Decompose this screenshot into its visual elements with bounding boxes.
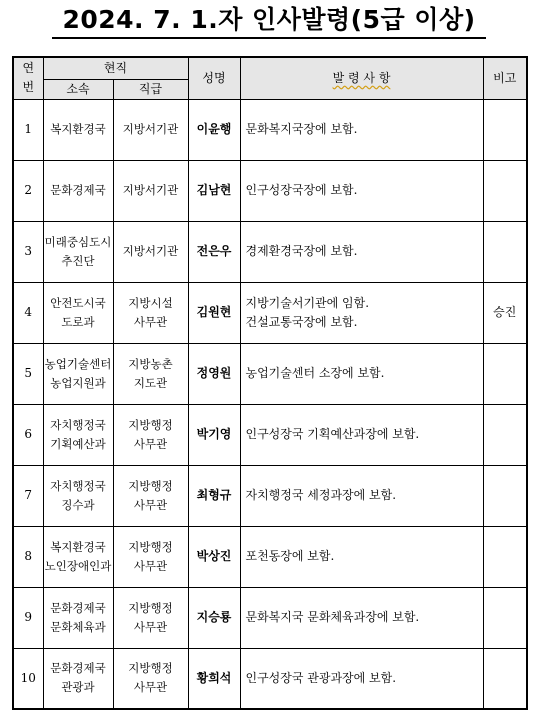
cell-order <box>240 160 483 221</box>
header-note: 비고 <box>483 57 527 99</box>
header-order-label: 발 령 사 항 <box>332 70 391 85</box>
cell-dept-line: 자치행정국 <box>50 478 106 493</box>
cell-order-line: 농업기술센터 소장에 보함. <box>245 366 385 380</box>
cell-rank-line: 사무관 <box>133 436 168 451</box>
cell-dept-line: 문화체육과 <box>50 619 106 634</box>
cell-note <box>483 221 527 282</box>
table-row <box>13 526 527 587</box>
cell-dept <box>43 99 113 160</box>
cell-dept-line: 미래중심도시 <box>44 234 112 249</box>
cell-rank <box>113 404 188 465</box>
cell-dept <box>43 404 113 465</box>
header-name: 성명 <box>188 57 240 99</box>
cell-order-line: 인구성장국 기획예산과장에 보함. <box>245 427 420 441</box>
cell-no: 1 <box>13 99 43 160</box>
cell-order-line: 경제환경국장에 보함. <box>245 244 358 258</box>
cell-order <box>240 587 483 648</box>
cell-rank-line: 사무관 <box>133 619 168 634</box>
cell-note <box>483 160 527 221</box>
cell-rank-line: 지방행정 <box>128 661 173 676</box>
cell-order <box>240 465 483 526</box>
cell-note: 승진 <box>483 282 527 343</box>
table-row <box>13 404 527 465</box>
cell-name: 정영원 <box>188 343 240 404</box>
table-row <box>13 282 527 343</box>
cell-rank-line: 지방서기관 <box>122 183 179 197</box>
cell-dept-line: 문화경제국 <box>50 183 106 197</box>
personnel-table <box>12 56 528 710</box>
cell-rank-line: 사무관 <box>133 314 168 329</box>
header-no-bottom: 번 <box>22 80 35 95</box>
cell-name: 지승룡 <box>188 587 240 648</box>
cell-rank-line: 지방행정 <box>128 600 173 615</box>
cell-dept-line: 도로과 <box>61 314 95 329</box>
cell-order-line: 건설교통국장에 보함. <box>245 314 358 329</box>
cell-no: 5 <box>13 343 43 404</box>
cell-name: 이윤행 <box>188 99 240 160</box>
table-row <box>13 587 527 648</box>
cell-note <box>483 99 527 160</box>
cell-dept <box>43 526 113 587</box>
cell-order <box>240 343 483 404</box>
cell-dept <box>43 282 113 343</box>
cell-rank-line: 지방농촌 <box>128 356 173 371</box>
cell-dept-line: 자치행정국 <box>50 417 106 432</box>
cell-order-line: 문화복지국장에 보함. <box>245 122 358 136</box>
cell-name: 최형규 <box>188 465 240 526</box>
cell-name: 김원현 <box>188 282 240 343</box>
table-row <box>13 648 527 709</box>
header-no-top: 연 <box>22 61 35 76</box>
cell-note <box>483 404 527 465</box>
cell-dept-line: 농업기술센터 <box>44 356 112 371</box>
cell-dept <box>43 648 113 709</box>
cell-order-line: 지방기술서기관에 임함. <box>245 295 370 310</box>
header-order <box>240 57 483 99</box>
page-title: 2024. 7. 1.자 인사발령(5급 이상) <box>52 1 485 39</box>
cell-dept-line: 노인장애인과 <box>44 558 112 573</box>
cell-dept-line: 안전도시국 <box>50 295 106 310</box>
cell-note <box>483 648 527 709</box>
cell-no: 8 <box>13 526 43 587</box>
cell-order <box>240 282 483 343</box>
cell-dept-line: 기획예산과 <box>50 436 106 451</box>
cell-no: 7 <box>13 465 43 526</box>
cell-order <box>240 526 483 587</box>
header-current: 현직 <box>43 57 188 79</box>
cell-order <box>240 221 483 282</box>
cell-no: 10 <box>13 648 43 709</box>
cell-dept-line: 복지환경국 <box>50 539 106 554</box>
cell-order-line: 인구성장국장에 보함. <box>245 183 358 197</box>
cell-rank-line: 지방행정 <box>128 539 173 554</box>
cell-order <box>240 404 483 465</box>
table-row <box>13 99 527 160</box>
cell-no: 2 <box>13 160 43 221</box>
cell-rank-line: 지방서기관 <box>122 122 179 136</box>
header-rank: 직급 <box>113 79 188 99</box>
cell-no: 3 <box>13 221 43 282</box>
cell-note <box>483 343 527 404</box>
cell-no: 9 <box>13 587 43 648</box>
cell-rank <box>113 99 188 160</box>
cell-rank-line: 지방시설 <box>128 295 173 310</box>
cell-dept <box>43 160 113 221</box>
cell-name: 박기영 <box>188 404 240 465</box>
title-area <box>0 0 538 42</box>
cell-dept <box>43 465 113 526</box>
cell-rank-line: 지방행정 <box>128 478 173 493</box>
cell-order <box>240 648 483 709</box>
cell-dept-line: 농업지원과 <box>50 375 106 390</box>
cell-rank-line: 지방서기관 <box>122 244 179 258</box>
table-row <box>13 160 527 221</box>
cell-rank <box>113 221 188 282</box>
cell-rank-line: 사무관 <box>133 497 168 512</box>
cell-dept-line: 복지환경국 <box>50 122 106 136</box>
cell-no: 4 <box>13 282 43 343</box>
cell-rank-line: 사무관 <box>133 680 168 695</box>
cell-rank <box>113 465 188 526</box>
cell-dept <box>43 587 113 648</box>
cell-dept-line: 문화경제국 <box>50 661 106 676</box>
cell-dept <box>43 221 113 282</box>
cell-rank <box>113 282 188 343</box>
cell-rank <box>113 587 188 648</box>
cell-name: 김남현 <box>188 160 240 221</box>
cell-note <box>483 526 527 587</box>
table-body <box>13 99 527 709</box>
cell-dept-line: 징수과 <box>61 497 95 512</box>
cell-note <box>483 465 527 526</box>
cell-dept <box>43 343 113 404</box>
cell-rank-line: 사무관 <box>133 558 168 573</box>
cell-rank <box>113 648 188 709</box>
cell-rank-line: 지도관 <box>133 375 168 390</box>
cell-name: 박상진 <box>188 526 240 587</box>
cell-rank <box>113 160 188 221</box>
cell-order-line: 자치행정국 세정과장에 보함. <box>245 488 397 502</box>
cell-rank <box>113 343 188 404</box>
cell-rank <box>113 526 188 587</box>
cell-order-line: 인구성장국 관광과장에 보함. <box>245 670 397 685</box>
header-row-top <box>13 57 527 79</box>
cell-dept-line: 추진단 <box>61 253 95 268</box>
header-dept: 소속 <box>43 79 113 99</box>
cell-note <box>483 587 527 648</box>
cell-no: 6 <box>13 404 43 465</box>
cell-order-line: 문화복지국 문화체육과장에 보함. <box>245 610 420 624</box>
cell-order <box>240 99 483 160</box>
cell-dept-line: 문화경제국 <box>50 600 106 615</box>
table-row <box>13 465 527 526</box>
cell-order-line: 포천동장에 보함. <box>245 549 335 563</box>
table-row <box>13 343 527 404</box>
table-row <box>13 221 527 282</box>
cell-name: 전은우 <box>188 221 240 282</box>
cell-rank-line: 지방행정 <box>128 417 173 432</box>
cell-dept-line: 관광과 <box>61 680 95 695</box>
cell-name: 황희석 <box>188 648 240 709</box>
header-no <box>13 57 43 99</box>
